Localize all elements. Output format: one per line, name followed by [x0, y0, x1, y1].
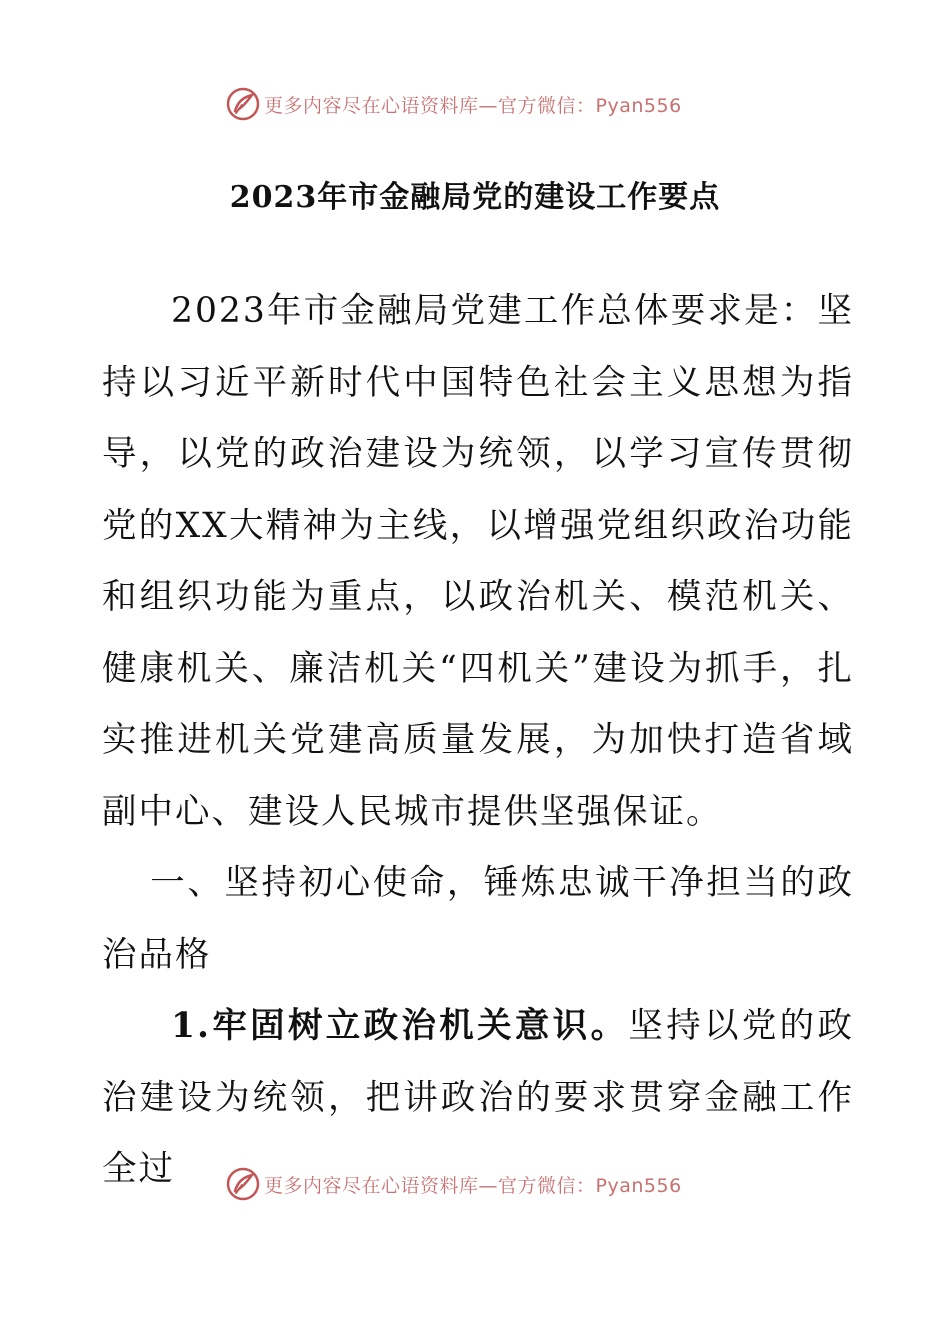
brand-logo-icon: [226, 87, 260, 121]
watermark-text: 更多内容尽在心语资料库—官方微信：Pyan556: [264, 94, 682, 117]
watermark-header: [226, 86, 682, 122]
point-text: 坚持以党的政治建设为统领，把讲政治的要求贯穿金融工作全过: [102, 1006, 855, 1189]
watermark-footer: [226, 1166, 682, 1202]
section-heading: 一、坚持初心使命，锤炼忠诚干净担当的政治品格: [102, 863, 854, 975]
brand-logo-icon: [226, 1167, 260, 1201]
document-title: 2023年市金融局党的建设工作要点: [229, 180, 721, 215]
intro-paragraph: 2023年市金融局党建工作总体要求是：坚持以习近平新时代中国特色社会主义思想为指导，以党的政治建设为统领，以学习宣传贯彻党的XX大精神为主线，以增强党组织政治功能和组织功能为重点，以政治机关、模范机关、健康机关、廉洁机关“四机关”建设为抓手，扎实推进机关党建高质量发展，为加快打造省域副中心、建设人民城市提供坚强保证。: [102, 291, 854, 832]
document-body: [102, 276, 854, 1206]
point-lead: 1.牢固树立政治机关意识。: [171, 1006, 629, 1046]
watermark-text: 更多内容尽在心语资料库—官方微信：Pyan556: [264, 1174, 682, 1197]
